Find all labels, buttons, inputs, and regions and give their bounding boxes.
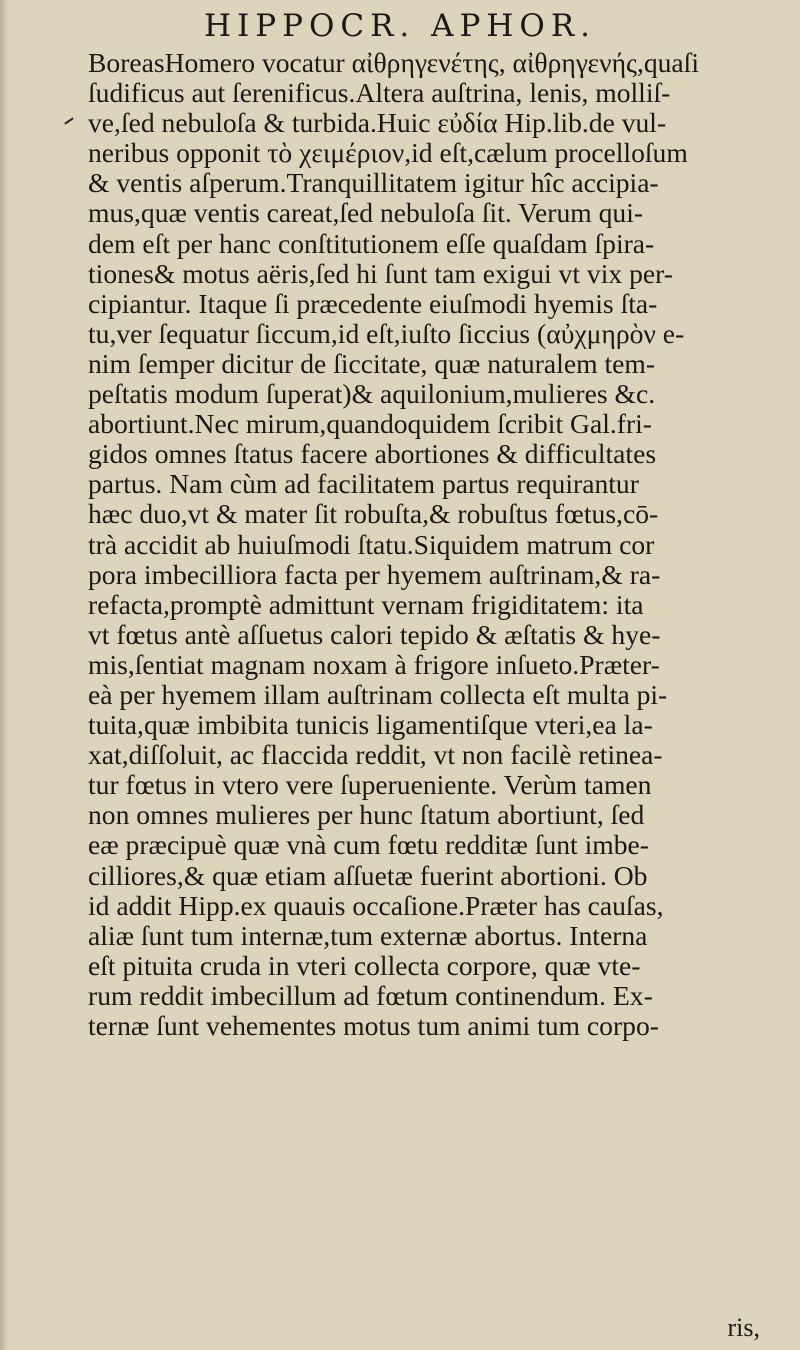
text-line: abortiunt.Nec mirum,quandoquidem ſcribit Gal.fri-	[88, 409, 652, 440]
text-line: hæc duo,vt & mater ſit robuſta,& robuſtus fœtus,cō-	[88, 499, 659, 530]
text-line: pora imbecilliora facta per hyemem auſtrinam,& ra-	[88, 559, 661, 590]
text-line: tu,ver ſequatur ſiccum,id eſt,iuſto ſiccius (αὐχμηρὸν e-	[88, 318, 685, 349]
text-line: eſt pituita cruda in vteri collecta corpore, quæ vte-	[88, 950, 641, 981]
text-line: cipiantur. Itaque ſi præcedente eiuſmodi hyemis ſta-	[88, 288, 658, 319]
text-line: dem eſt per hanc conſtitutionem eſſe quaſdam ſpira-	[88, 228, 655, 259]
text-line: rum reddit imbecillum ad fœtum continendum. Ex-	[88, 980, 653, 1011]
text-line: aliæ ſunt tum internæ,tum externæ abortus. Interna	[88, 920, 648, 951]
text-line: ſudificus aut ſerenificus.Altera auſtrina, lenis, molliſ-	[88, 78, 671, 109]
text-line: eæ præcipuè quæ vnà cum fœtu redditæ ſunt imbe-	[88, 830, 649, 861]
text-line: gidos omnes ſtatus facere abortiones & difficultates	[88, 439, 657, 470]
margin-mark	[64, 117, 73, 124]
running-head: HIPPOCR. APHOR.	[203, 8, 597, 44]
text-line: mis,ſentiat magnam noxam à frigore inſueto.Præter-	[88, 649, 660, 680]
text-line: eà per hyemem illam auſtrinam collecta eſt multa pi-	[88, 679, 668, 710]
text-line: vt fœtus antè aſſuetus calori tepido & æſtatis & hye-	[88, 619, 661, 650]
page-gutter-shadow	[0, 0, 8, 1350]
text-line: neribus opponit τὸ χειμέριον,id eſt,cælum procelloſum	[88, 138, 688, 169]
text-line: xat,diſſoluit, ac flaccida reddit, vt non facilè retinea-	[88, 740, 663, 771]
text-line: ternæ ſunt vehementes motus tum animi tum corpo-	[88, 1011, 659, 1041]
text-line: mus,quæ ventis careat,ſed nebuloſa ſit. Verum qui-	[88, 198, 644, 229]
text-line: partus. Nam cùm ad facilitatem partus requirantur	[88, 469, 639, 500]
text-line: ve,ſed nebuloſa & turbida.Huic εὐδία Hip.lib.de vul-	[88, 108, 667, 139]
text-line: refacta,promptè admittunt vernam frigiditatem: ita	[88, 589, 644, 620]
text-line: id addit Hipp.ex quauis occaſione.Præter has cauſas,	[88, 890, 664, 921]
text-line: BoreasHomero vocatur αἰθρηγενέτης, αἰθρηγενής,quaſi	[88, 48, 700, 78]
text-line: tuita,quæ imbibita tunicis ligamentiſque vteri,ea la-	[88, 710, 653, 741]
text-line: trà accidit ab huiuſmodi ſtatu.Siquidem matrum cor	[88, 529, 655, 560]
body-text	[88, 48, 770, 1041]
text-line: & ventis aſperum.Tranquillitatem igitur hîc accipia-	[88, 168, 659, 199]
text-line: nim ſemper dicitur de ſiccitate, quæ naturalem tem-	[88, 348, 656, 379]
text-line: peſtatis modum ſuperat)& aquilonium,mulieres &c.	[88, 379, 656, 410]
catchword: ris,	[727, 1313, 760, 1342]
text-line: tiones& motus aëris,ſed hi ſunt tam exigui vt vix per-	[88, 258, 673, 289]
text-line: tur fœtus in vtero vere ſuperueniente. Verùm tamen	[88, 770, 652, 801]
text-line: non omnes mulieres per hunc ſtatum abortiunt, ſed	[88, 800, 645, 831]
text-line: cilliores,& quæ etiam aſſuetæ fuerint abortioni. Ob	[88, 860, 648, 891]
